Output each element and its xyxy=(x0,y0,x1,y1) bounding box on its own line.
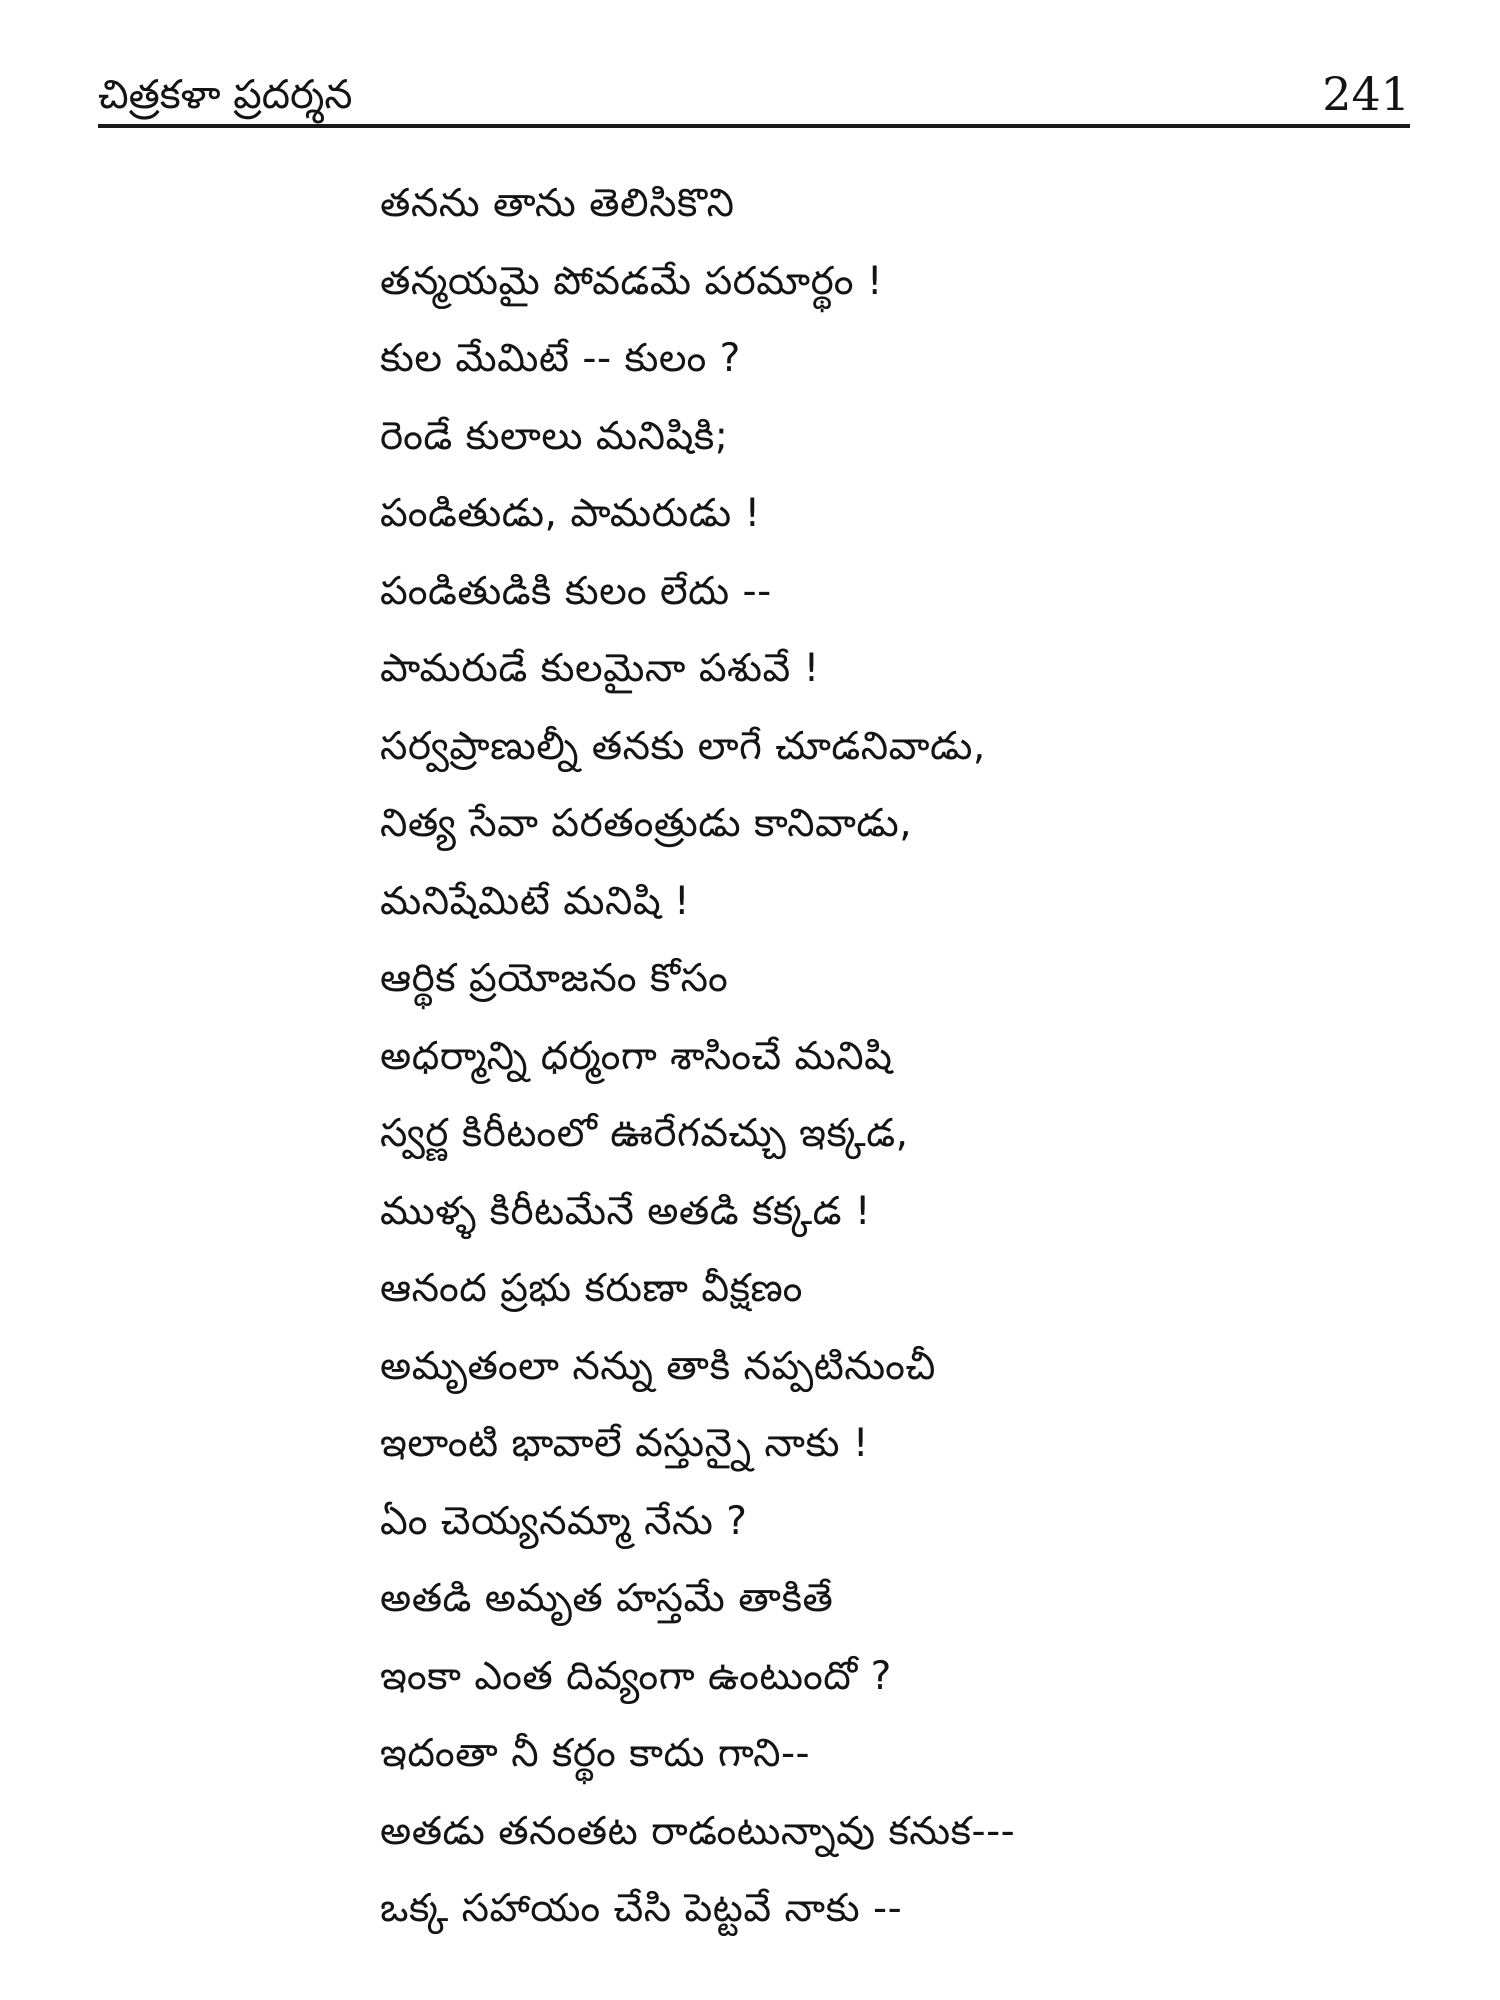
poem-line: ముళ్ళ కిరీటమేనే అతడి కక్కడ ! xyxy=(380,1188,871,1234)
poem-line: తన్మయమై పోవడమే పరమార్థం ! xyxy=(380,258,884,304)
running-title: చిత్రకళా ప్రదర్శన xyxy=(98,72,353,118)
poem-line: సర్వప్రాణుల్నీ తనకు లాగే చూడనివాడు, xyxy=(380,723,986,769)
poem-line: ఇదంతా నీ కర్థం కాదు గాని-- xyxy=(380,1731,811,1776)
poem-line: పండితుడికి కులం లేదు -- xyxy=(380,568,772,614)
poem-line: ఆర్థిక ప్రయోజనం కోసం xyxy=(380,956,729,1001)
header-rule xyxy=(98,124,1410,128)
poem-line: ఇలాంటి భావాలే వస్తున్నై నాకు ! xyxy=(380,1421,870,1466)
poem-line: కుల మేమిటే -- కులం ? xyxy=(380,336,741,381)
poem-line: ఆనంద ప్రభు కరుణా వీక్షణం xyxy=(380,1266,803,1311)
poem-line: పామరుడే కులమైనా పశువే ! xyxy=(380,646,820,691)
poem-line: ఇంకా ఎంత దివ్యంగా ఉంటుందో ? xyxy=(380,1653,892,1699)
poem-line: తనను తాను తెలిసికొని xyxy=(380,181,735,226)
poem-line: ఏం చెయ్యనమ్మా నేను ? xyxy=(380,1498,748,1544)
poem-line: అతడు తనంతట రాడంటున్నావు కనుక--- xyxy=(380,1808,1016,1854)
poem-line: నిత్య సేవా పరతంత్రుడు కానివాడు, xyxy=(380,801,913,846)
page-number: 241 xyxy=(1322,67,1410,121)
page-header xyxy=(98,58,1410,128)
poem-line: పండితుడు, పామరుడు ! xyxy=(380,491,761,536)
poem-line: అధర్మాన్ని ధర్మంగా శాసించే మనిషి xyxy=(380,1033,893,1079)
poem-line: రెండే కులాలు మనిషికి; xyxy=(380,413,729,459)
poem-line: మనిషేమిటే మనిషి ! xyxy=(380,878,691,924)
poem-line: అతడి అమృత హస్తమే తాకితే xyxy=(380,1576,834,1621)
poem xyxy=(380,165,1430,1948)
poem-line: స్వర్ణ కిరీటంలో ఊరేగవచ్చు ఇక్కడ, xyxy=(380,1111,909,1156)
poem-line: అమృతంలా నన్ను తాకి నప్పటినుంచీ xyxy=(380,1343,936,1389)
poem-line: ఒక్క సహాయం చేసి పెట్టవే నాకు -- xyxy=(380,1886,903,1931)
